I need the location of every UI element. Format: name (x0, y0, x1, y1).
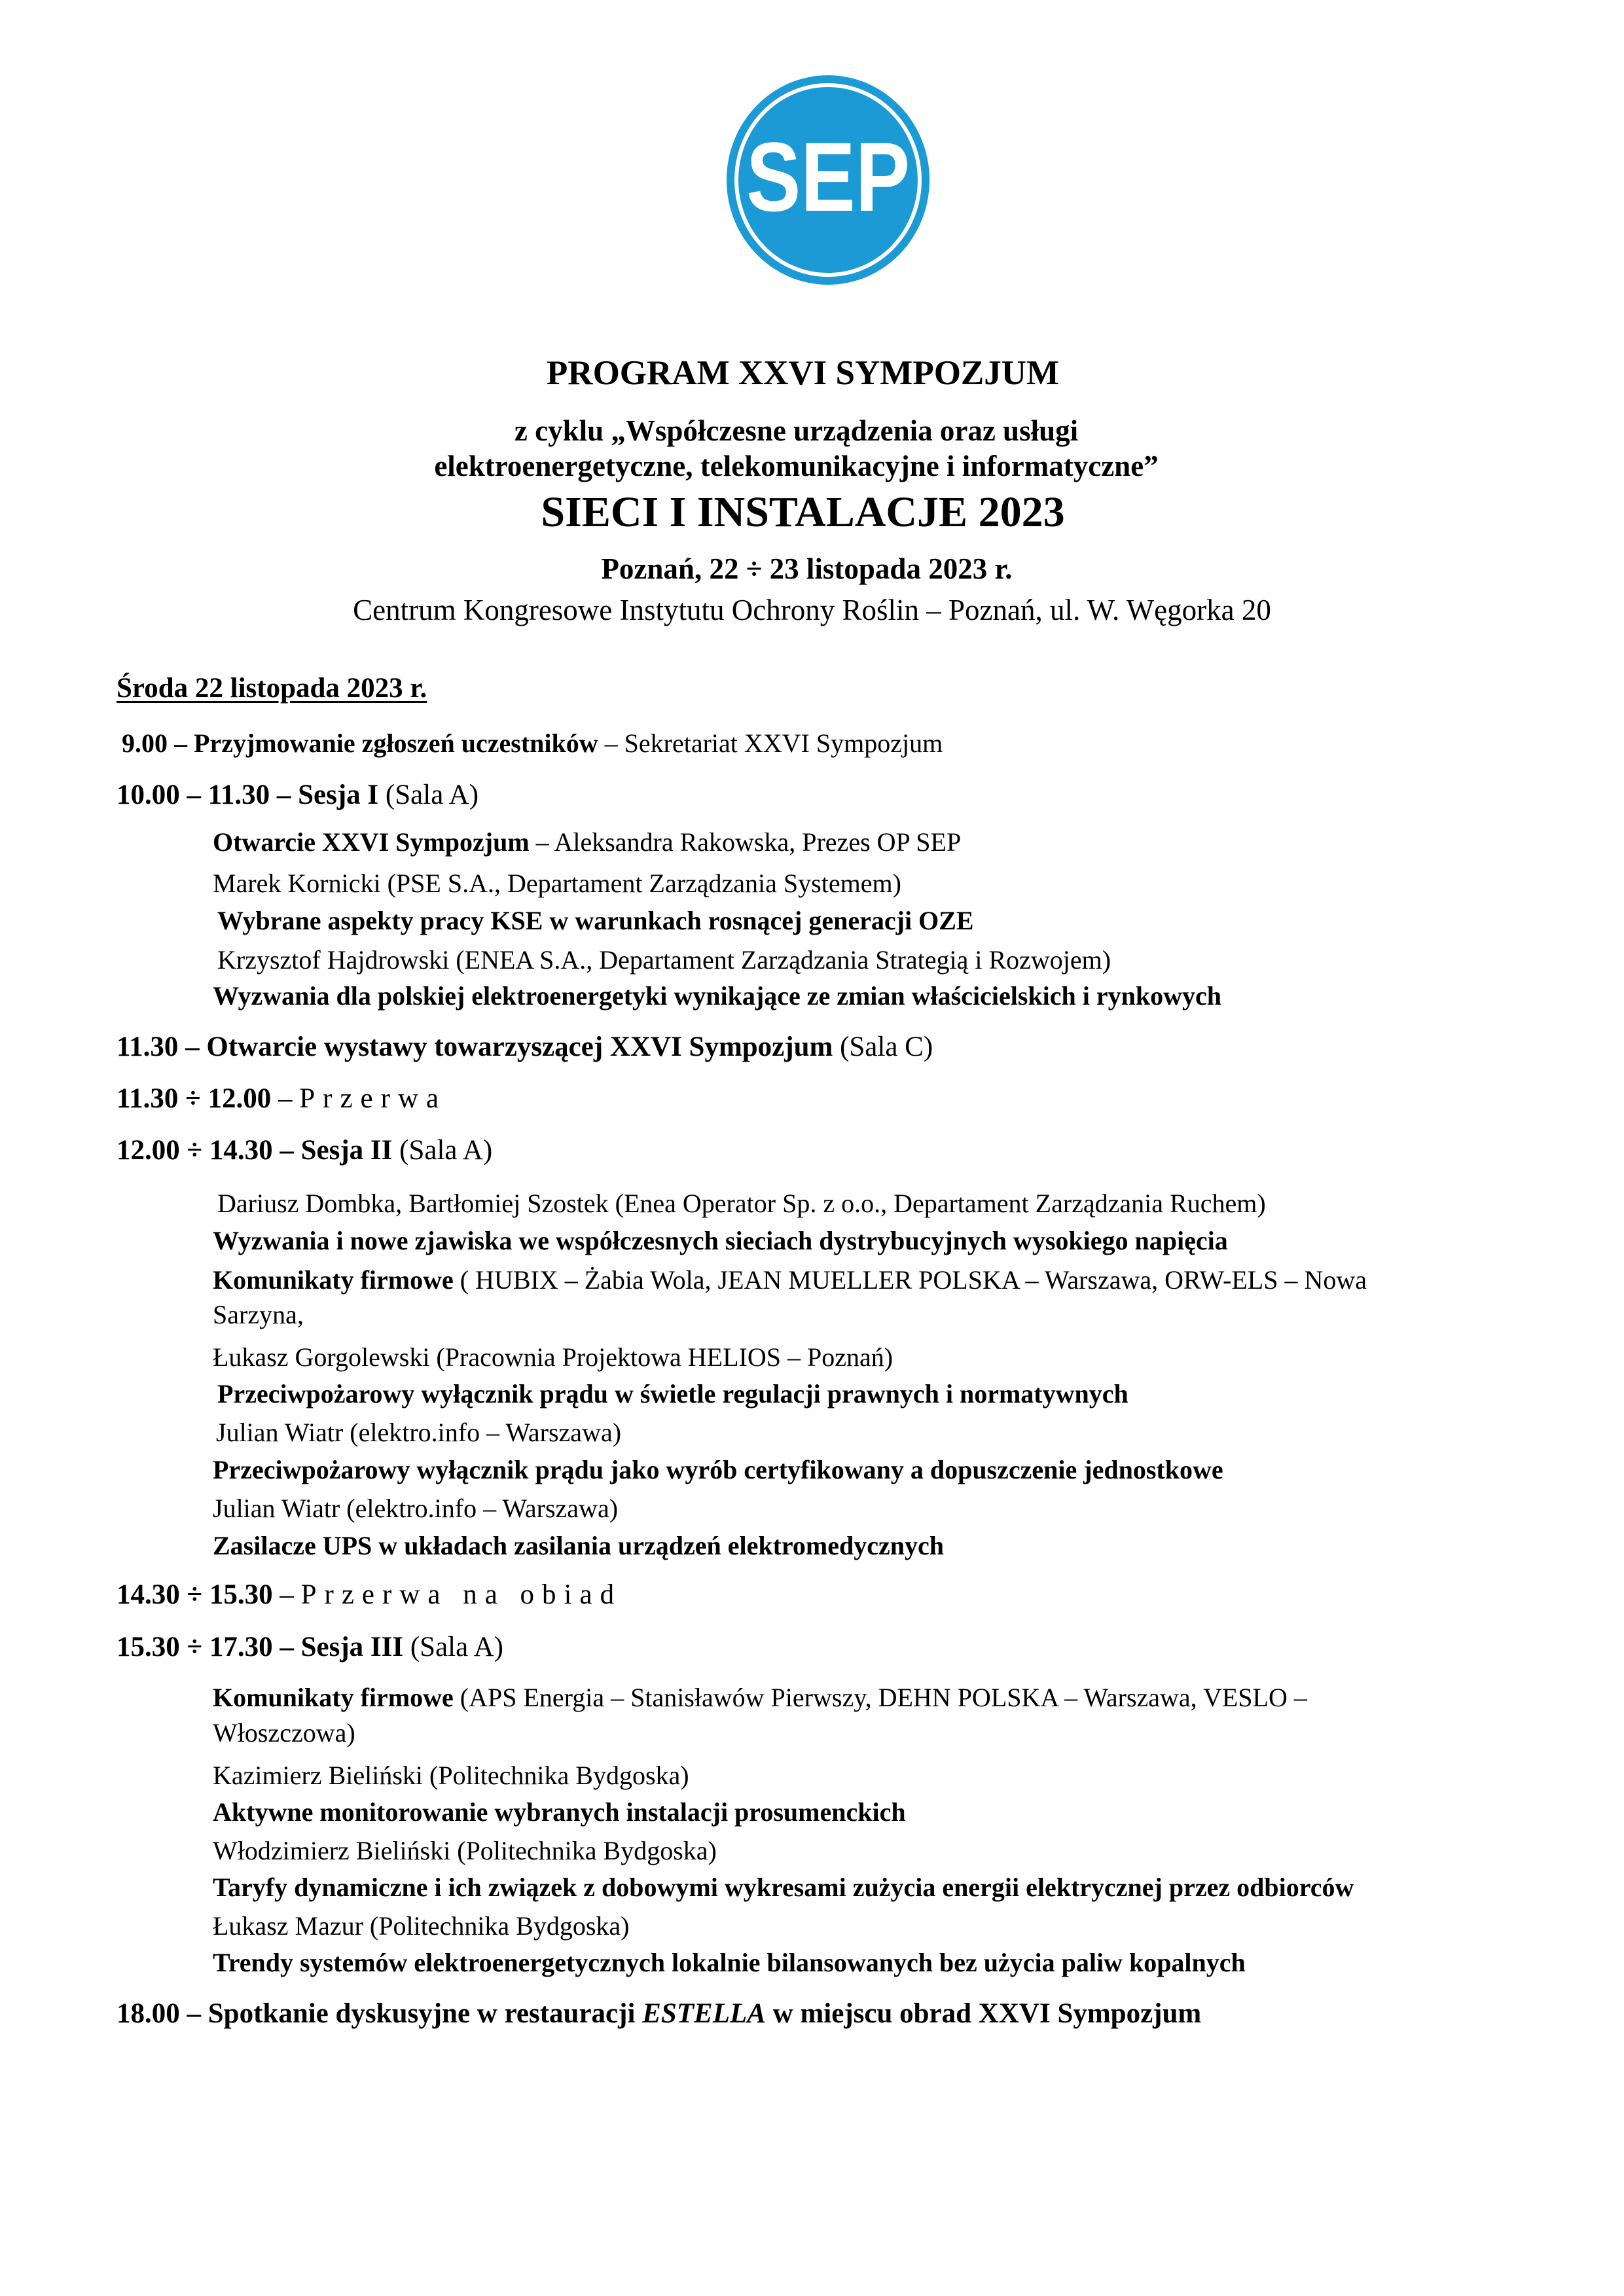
evening-meeting-line: 18.00 – Spotkanie dyskusyjne w restauracji ESTELLA w miejscu obrad XXVI Sympozjum (117, 1998, 1202, 2029)
speaker-line: Łukasz Mazur (Politechnika Bydgoska) (213, 1911, 630, 1941)
speaker-line: Julian Wiatr (elektro.info – Warszawa) (216, 1418, 622, 1447)
speaker-line: Łukasz Gorgolewski (Pracownia Projektowa HELIOS – Poznań) (213, 1342, 893, 1372)
program-title: PROGRAM XXVI SYMPOZJUM (546, 354, 1060, 392)
speaker-line: Krzysztof Hajdrowski (ENEA S.A., Departament Zarządzania Strategią i Rozwojem) (217, 945, 1111, 975)
company-notices-line: Komunikaty firmowe (APS Energia – Stanisławów Pierwszy, DEHN POLSKA – Warszawa, VESLO – (213, 1683, 1307, 1712)
speaker-line: Julian Wiatr (elektro.info – Warszawa) (213, 1494, 619, 1523)
session-2-heading: 12.00 ÷ 14.30 – Sesja II (Sala A) (117, 1135, 493, 1166)
registration-line: 9.00 – Przyjmowanie zgłoszeń uczestników – Sekretariat XXVI Sympozjum (122, 728, 943, 758)
sep-logo (723, 72, 933, 288)
cycle-line-2: elektroenergetyczne, telekomunikacyjne i informatyczne” (434, 450, 1159, 482)
svg-text:SEP: SEP (746, 122, 910, 232)
date-place: Poznań, 22 ÷ 23 listopada 2023 r. (601, 552, 1013, 585)
talk-title: Wyzwania dla polskiej elektroenergetyki wynikające ze zmian właścicielskich i rynkowych (213, 981, 1221, 1011)
talk-title: Trendy systemów elektroenergetycznych lokalnie bilansowanych bez użycia paliw kopalnych (213, 1948, 1246, 1977)
exhibition-line: 11.30 – Otwarcie wystawy towarzyszącej XXVI Sympozjum (Sala C) (117, 1031, 933, 1062)
cycle-line-1: z cyklu „Współczesne urządzenia oraz usługi (514, 414, 1079, 447)
session-1-heading: 10.00 – 11.30 – Sesja I (Sala A) (117, 780, 479, 810)
talk-title: Zasilacze UPS w układach zasilania urządzeń elektromedycznych (213, 1531, 944, 1560)
talk-title: Aktywne monitorowanie wybranych instalacji prosumenckich (213, 1797, 906, 1827)
company-notices-continued: Sarzyna, (213, 1300, 304, 1329)
talk-title: Przeciwpożarowy wyłącznik prądu w świetle regulacji prawnych i normatywnych (217, 1379, 1128, 1408)
talk-title: Wybrane aspekty pracy KSE w warunkach rosnącej generacji OZE (217, 906, 974, 935)
opening-line: Otwarcie XXVI Sympozjum – Aleksandra Rakowska, Prezes OP SEP (213, 827, 962, 857)
speaker-line: Włodzimierz Bieliński (Politechnika Bydgoska) (213, 1836, 717, 1865)
talk-title: Przeciwpożarowy wyłącznik prądu jako wyrób certyfikowany a dopuszczenie jednostkowe (213, 1455, 1223, 1484)
talk-title: Taryfy dynamiczne i ich związek z dobowymi wykresami zużycia energii elektrycznej przez odbiorców (213, 1873, 1354, 1902)
speaker-line: Dariusz Dombka, Bartłomiej Szostek (Enea Operator Sp. z o.o., Departament Zarządzania Ruchem) (217, 1189, 1266, 1218)
session-3-heading: 15.30 ÷ 17.30 – Sesja III (Sala A) (117, 1632, 503, 1662)
talk-title: Wyzwania i nowe zjawiska we współczesnych sieciach dystrybucyjnych wysokiego napięcia (213, 1226, 1228, 1255)
company-notices-continued: Włoszczowa) (213, 1718, 355, 1748)
event-title: SIECI I INSTALACJE 2023 (541, 488, 1065, 536)
speaker-line: Kazimierz Bieliński (Politechnika Bydgoska) (213, 1761, 689, 1790)
venue: Centrum Kongresowe Instytutu Ochrony Roślin – Poznań, ul. W. Węgorka 20 (353, 594, 1271, 626)
company-notices-line: Komunikaty firmowe ( HUBIX – Żabia Wola, JEAN MUELLER POLSKA – Warszawa, ORW-ELS – Nowa (213, 1265, 1367, 1295)
speaker-line: Marek Kornicki (PSE S.A., Departament Zarządzania Systemem) (213, 869, 901, 898)
break-2: 14.30 ÷ 15.30 – Przerwa na obiad (117, 1579, 623, 1610)
break-1: 11.30 ÷ 12.00 – Przerwa (117, 1083, 447, 1114)
day-heading: Środa 22 listopada 2023 r. (117, 673, 427, 704)
